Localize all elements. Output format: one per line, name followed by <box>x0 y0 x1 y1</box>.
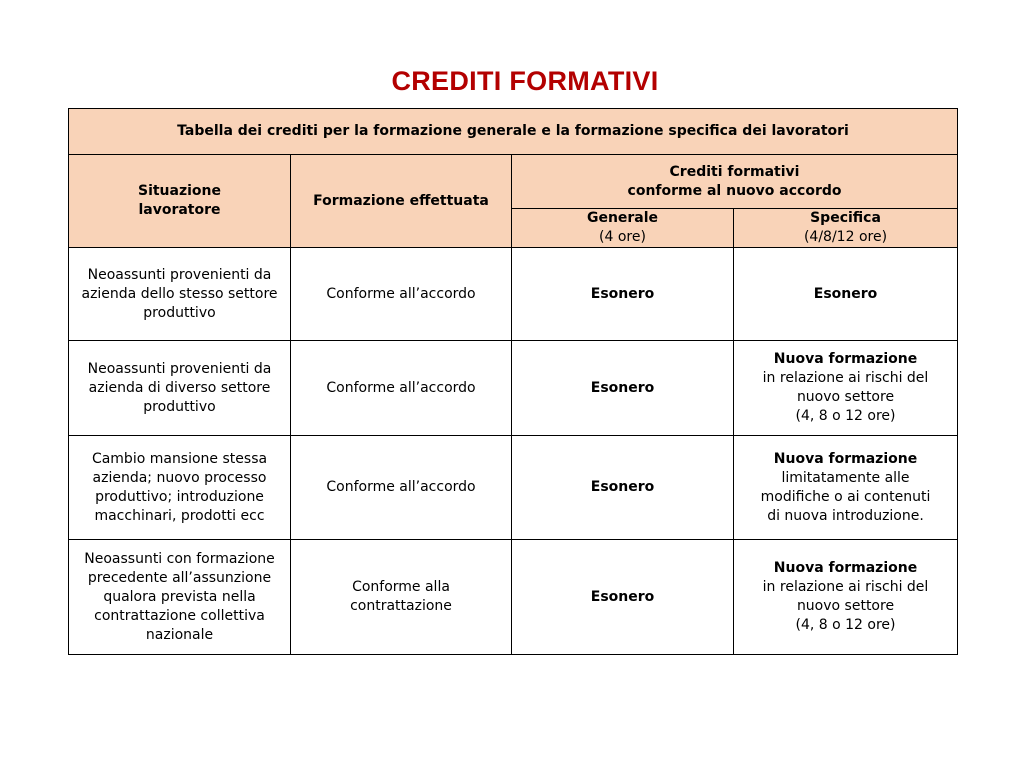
header-specifica-sub: (4/8/12 ore) <box>803 229 888 245</box>
header-specifica <box>734 209 958 248</box>
header-situazione <box>69 155 291 248</box>
page-title: CREDITI FORMATIVI <box>391 66 659 96</box>
header-specifica-label: Specifica <box>810 210 881 226</box>
cell-situazione: Neoassunti con formazione precedente all’assunzione qualora prevista nella contrattazione collettiva nazionale <box>69 540 291 655</box>
cell-formazione-text: Conforme alla contrattazione <box>350 579 452 614</box>
cell-formazione: Conforme all’accordo <box>291 248 512 341</box>
cell-generale: Esonero <box>512 248 734 341</box>
header-generale <box>512 209 734 248</box>
specifica-line: nuovo settore <box>796 598 895 614</box>
table-row <box>69 341 958 436</box>
specifica-line: modifiche o ai contenuti <box>760 488 931 505</box>
header-generale-sub: (4 ore) <box>599 229 646 245</box>
header-generale-label: Generale <box>586 210 659 226</box>
header-crediti-line2: conforme al nuovo accordo <box>627 182 842 199</box>
specifica-line: di nuova introduzione. <box>767 507 924 524</box>
header-crediti <box>512 155 958 209</box>
header-situazione-label: Situazione lavoratore <box>137 183 221 218</box>
specifica-line: nuovo settore <box>796 389 895 405</box>
cell-formazione: Conforme all’accordo <box>291 436 512 540</box>
cell-specifica: Esonero <box>734 248 958 341</box>
cell-generale: Esonero <box>512 341 734 436</box>
cell-generale: Esonero <box>512 436 734 540</box>
cell-formazione <box>291 540 512 655</box>
specifica-title: Nuova formazione <box>773 351 918 367</box>
cell-situazione: Cambio mansione stessa azienda; nuovo processo produttivo; introduzione macchinari, prodotti ecc <box>69 436 291 540</box>
specifica-line: in relazione ai rischi del <box>762 370 929 386</box>
header-crediti-line1: Crediti formativi <box>669 163 800 180</box>
specifica-line: (4, 8 o 12 ore) <box>795 408 896 424</box>
table-row <box>69 540 958 655</box>
specifica-title: Nuova formazione <box>773 450 918 467</box>
specifica-line: limitatamente alle <box>781 469 910 486</box>
header-formazione: Formazione effettuata <box>291 155 512 248</box>
cell-situazione: Neoassunti provenienti da azienda dello stesso settore produttivo <box>69 248 291 341</box>
cell-formazione: Conforme all’accordo <box>291 341 512 436</box>
cell-specifica <box>734 341 958 436</box>
table-row <box>69 436 958 540</box>
cell-specifica <box>734 436 958 540</box>
table-caption: Tabella dei crediti per la formazione generale e la formazione specifica dei lavoratori <box>69 109 958 155</box>
specifica-line: in relazione ai rischi del <box>762 579 929 595</box>
cell-generale: Esonero <box>512 540 734 655</box>
credits-table <box>68 108 958 655</box>
table-row <box>69 248 958 341</box>
cell-specifica <box>734 540 958 655</box>
specifica-title: Nuova formazione <box>773 560 918 576</box>
specifica-line: (4, 8 o 12 ore) <box>795 617 896 633</box>
cell-situazione: Neoassunti provenienti da azienda di diverso settore produttivo <box>69 341 291 436</box>
